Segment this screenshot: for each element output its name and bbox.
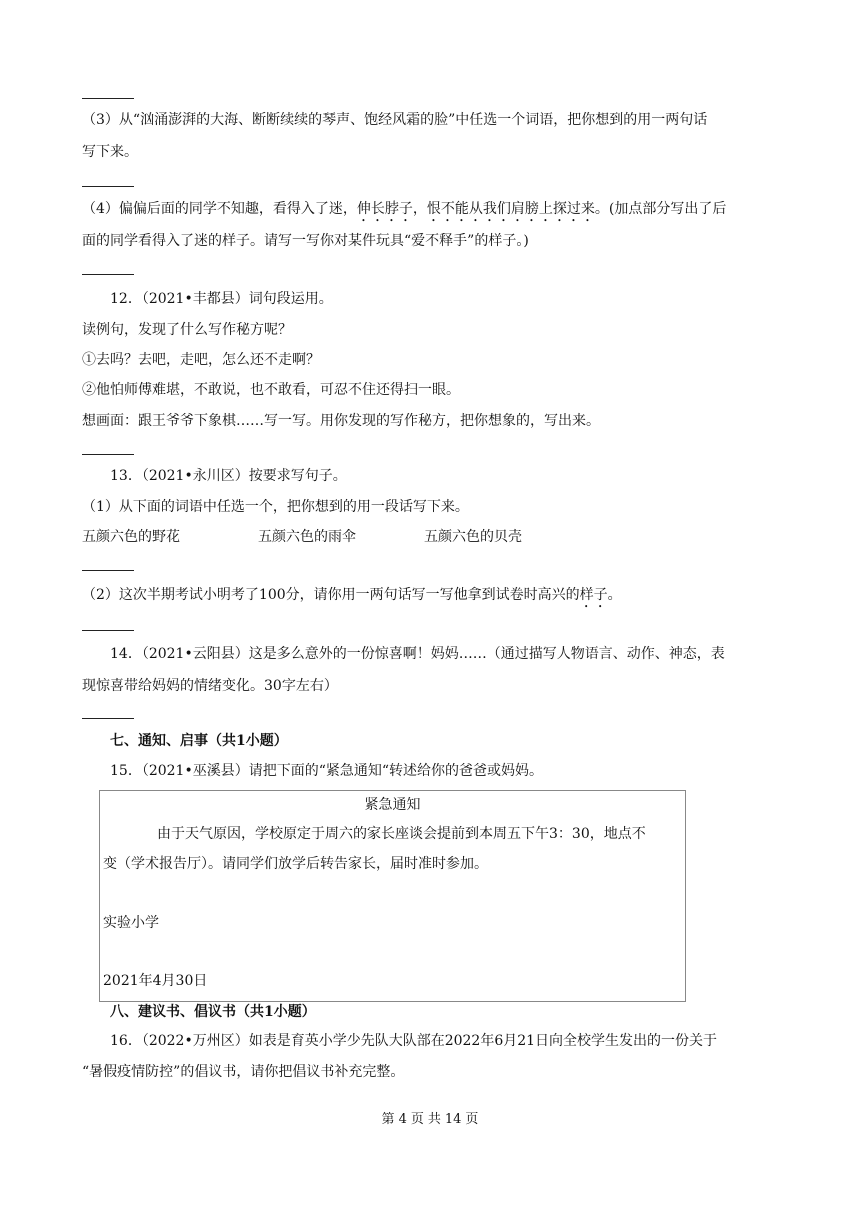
notice-date: 2021年4月30日 [103,973,208,989]
q16-line2: “暑假疫情防控”的倡议书，请你把倡议书补充完整。 [82,1064,405,1080]
footer-suffix: 页 [465,1112,479,1127]
q13-option-3: 五颜六色的贝壳 [424,529,522,545]
q13-heading: 13．（2021•永川区）按要求写句子。 [110,468,347,484]
q13-2-dotted-text: 样子 [579,587,608,603]
q12-heading: 12．（2021•丰都县）词句段运用。 [110,291,333,307]
q13-2-line [82,585,622,611]
q11-4-line1 [82,199,726,225]
section-7-heading: 七、通知、启事（共1小题） [110,733,288,749]
footer-total-word: 共 [427,1112,441,1127]
answer-blank[interactable] [82,630,134,631]
q15-heading: 15．（2021•巫溪县）请把下面的“紧急通知“转述给你的爸爸或妈妈。 [110,763,544,779]
footer-prefix: 第 [381,1112,395,1127]
q16-line1: 16．（2022•万州区）如表是育英小学少先队大队部在2022年6月21日向全校学生发出的一份关于 [110,1033,718,1049]
q14-line1: 14．（2021•云阳县）这是多么意外的一份惊喜啊！妈妈……（通过描写人物语言、动作、神态，表 [110,646,725,662]
q14-line2: 现惊喜带给妈妈的情绪变化。30字左右） [82,678,338,694]
q11-4-text-post: 。(加点部分写出了后 [594,201,727,217]
answer-blank[interactable] [82,98,134,99]
notice-body-line2: 变（学术报告厅）。请同学们放学后转告家长，届时准时参加。 [103,856,488,872]
q11-4-dotted-text: 伸长脖子，恨不能从我们肩膀上探过来 [356,201,595,217]
footer-page-word: 页 [410,1112,424,1127]
q13-2-text-post: 。 [607,587,622,603]
q11-4-line2: 面的同学看得入了迷的样子。请写一写你对某件玩具“爱不释手”的样子。) [82,233,529,249]
q12-line3: ②他怕师傅难堪，不敢说，也不敢看，可忍不住还得扫一眼。 [82,382,460,398]
page-footer [0,1111,860,1129]
notice-box [99,790,686,1002]
q13-2-text-pre: （2）这次半期考试小明考了100分，请你用一两句话写一写他拿到试卷时高兴的 [82,587,580,603]
q11-3-line1: （3）从“汹涌澎湃的大海、断断续续的琴声、饱经风霜的脸”中任选一个词语，把你想到的用一两句话 [82,112,708,128]
q12-line2: ①去吗？去吧，走吧，怎么还不走啊？ [82,352,320,368]
footer-page-number: 4 [398,1112,407,1127]
answer-blank[interactable] [82,718,134,719]
notice-body-line1: 由于天气原因，学校原定于周六的家长座谈会提前到本周五下午3：30，地点不 [157,826,646,842]
notice-title: 紧急通知 [364,797,421,813]
section-8-heading: 八、建议书、倡议书（共1小题） [110,1004,316,1020]
q11-3-line2: 写下来。 [82,144,138,160]
footer-total-pages: 14 [444,1112,462,1127]
q11-4-text-pre: （4）偏偏后面的同学不知趣，看得入了迷， [82,201,357,217]
answer-blank[interactable] [82,570,134,571]
q13-1-line: （1）从下面的词语中任选一个，把你想到的用一段话写下来。 [82,499,469,515]
answer-blank[interactable] [82,274,134,275]
notice-org: 实验小学 [103,915,159,931]
q13-option-1: 五颜六色的野花 [82,529,180,545]
answer-blank[interactable] [82,454,134,455]
q12-line4: 想画面：跟王爷爷下象棋……写一写。用你发现的写作秘方，把你想象的，写出来。 [82,413,600,429]
q12-line1: 读例句，发现了什么写作秘方呢？ [82,322,292,338]
q13-option-2: 五颜六色的雨伞 [258,529,356,545]
answer-blank[interactable] [82,186,134,187]
